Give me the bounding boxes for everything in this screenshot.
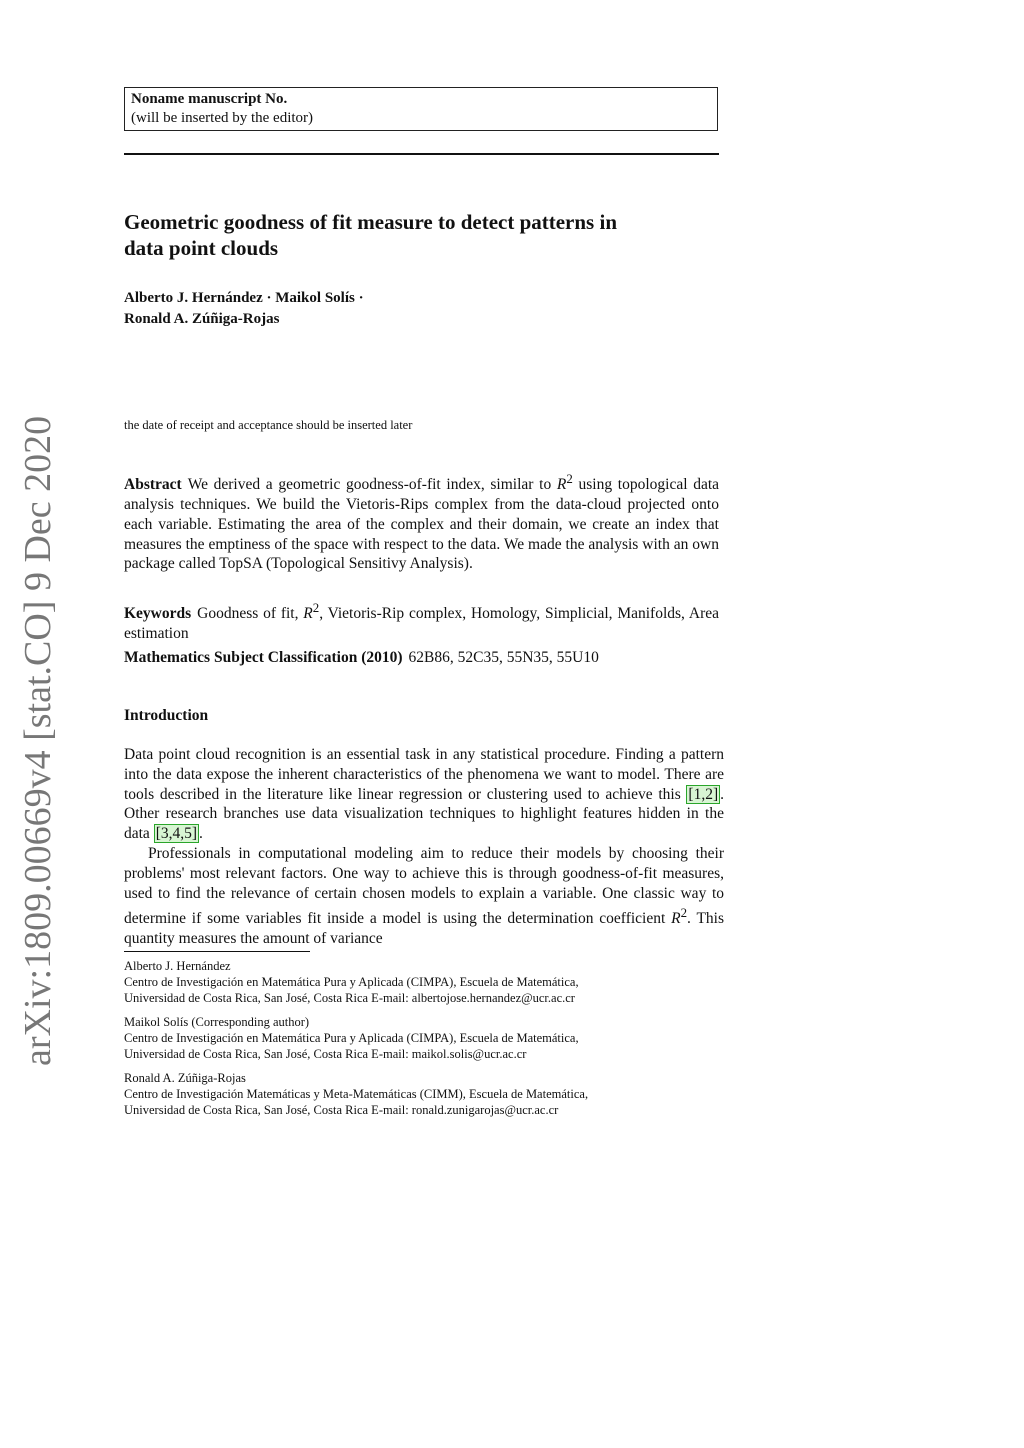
- keywords-text-part-2: , Vietoris-Rip complex, Homology, Simplicial, Manifolds, Area estimation: [124, 605, 719, 642]
- affiliation-3: [124, 1070, 724, 1118]
- citation-link-1-2[interactable]: [1,2]: [688, 785, 719, 803]
- keywords-text-part-1: Goodness of fit,: [197, 605, 299, 623]
- msc-classification: [124, 648, 719, 668]
- intro-p2-text-a: Professionals in computational modeling aim to reduce their models by choosing their problems' most relevant factors. One way to achieve this is through goodness-of-fit measures, used to find the relevance of certain chosen models to explain a variable. One classic way to determine if some variables fit inside a model is using the determination coefficient: [124, 844, 724, 928]
- intro-paragraph-1: [124, 745, 724, 844]
- title-line-1: Geometric goodness of fit measure to detect patterns in: [124, 210, 617, 234]
- editor-note: (will be inserted by the editor): [131, 110, 314, 126]
- authors-line-1: Alberto J. Hernández · Maikol Solís ·: [124, 290, 364, 306]
- affiliation-1: [124, 958, 724, 1006]
- abstract-text-part-1: We derived a geometric goodness-of-fit index, similar to: [187, 476, 552, 494]
- header-rule: [124, 153, 719, 155]
- affiliation-institution: Centro de Investigación Matemáticas y Meta-Matemáticas (CIMM), Escuela de Matemática,: [124, 1087, 589, 1101]
- affiliation-address: Universidad de Costa Rica, San José, Costa Rica E-mail: albertojose.hernandez@ucr.ac.cr: [124, 991, 575, 1005]
- author-list: [124, 288, 724, 330]
- superscript-2: 2: [312, 600, 320, 615]
- intro-p1-text-c: .: [199, 825, 203, 843]
- keywords: [124, 598, 719, 644]
- paper-title: [124, 209, 724, 261]
- arxiv-identifier[interactable]: arXiv:1809.00669v4 [stat.CO] 9 Dec 2020: [17, 415, 59, 1066]
- affiliation-2: [124, 1014, 724, 1062]
- r-symbol: R: [556, 476, 567, 494]
- superscript-2: 2: [566, 471, 573, 486]
- title-line-2: data point clouds: [124, 236, 279, 260]
- abstract-text-part-2: using topological data analysis techniques. We build the Vietoris-Rips complex from the data-cloud projected onto each variable. Estimating the area of the complex and their domain, we create an index that measures the emptiness of the space with respect to the data. We made the analysis with an own package called TopSA (Topological Sensitivy Analysis).: [124, 476, 720, 573]
- abstract-label: Abstract: [124, 476, 182, 494]
- introduction-body: [124, 745, 724, 949]
- intro-paragraph-2: [124, 844, 724, 949]
- affiliation-address: Universidad de Costa Rica, San José, Costa Rica E-mail: ronald.zunigarojas@ucr.ac.cr: [124, 1103, 559, 1117]
- msc-codes: 62B86, 52C35, 55N35, 55U10: [408, 649, 599, 666]
- superscript-2: 2: [680, 905, 688, 921]
- keywords-label: Keywords: [124, 605, 192, 623]
- manuscript-box: [124, 87, 718, 131]
- footnote-rule: [124, 951, 310, 952]
- receipt-note: the date of receipt and acceptance should be inserted later: [124, 418, 413, 432]
- affiliation-name: Alberto J. Hernández: [124, 959, 231, 973]
- manuscript-number-label: Noname manuscript No.: [131, 91, 288, 107]
- affiliation-institution: Centro de Investigación en Matemática Pura y Aplicada (CIMPA), Escuela de Matemática,: [124, 975, 579, 989]
- intro-p2-text-b: . This quantity measures the amount of variance: [124, 910, 725, 948]
- citation-link-3-4-5[interactable]: [3,4,5]: [155, 825, 198, 843]
- authors-line-2: Ronald A. Zúñiga-Rojas: [124, 311, 280, 327]
- affiliation-name: Ronald A. Zúñiga-Rojas: [124, 1071, 246, 1085]
- msc-label: Mathematics Subject Classification (2010): [124, 649, 403, 666]
- r-symbol: R: [671, 910, 681, 928]
- abstract: [124, 469, 719, 574]
- affiliation-address: Universidad de Costa Rica, San José, Costa Rica E-mail: maikol.solis@ucr.ac.cr: [124, 1047, 527, 1061]
- intro-p1-text-a: Data point cloud recognition is an essential task in any statistical procedure. Finding a pattern into the data expose the inherent characteristics of the phenomena we want to model. There are tools described in the literature like linear regression or clustering used to achieve this: [124, 746, 724, 803]
- affiliation-institution: Centro de Investigación en Matemática Pura y Aplicada (CIMPA), Escuela de Matemática,: [124, 1031, 579, 1045]
- intro-p1-text-b: . Other research branches use data visualization techniques to highlight features hidden in the data: [124, 785, 724, 843]
- introduction-heading: Introduction: [124, 707, 209, 724]
- affiliation-name: Maikol Solís (Corresponding author): [124, 1015, 310, 1029]
- r-symbol: R: [303, 605, 313, 623]
